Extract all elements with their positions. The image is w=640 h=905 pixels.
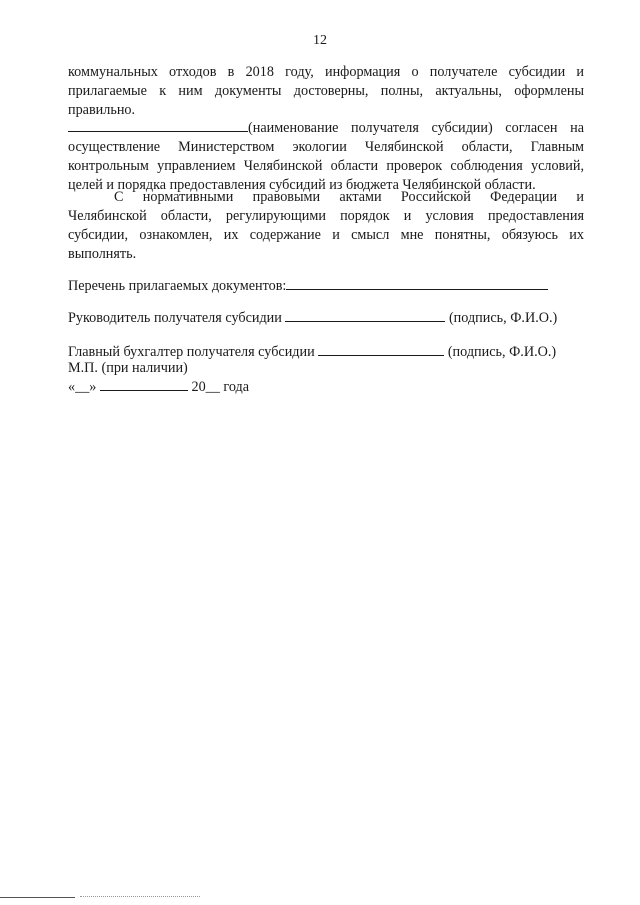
accountant-signature-label: Главный бухгалтер получателя субсидии — [68, 344, 315, 360]
recipient-name-blank[interactable] — [68, 118, 248, 132]
text-line: контрольным управлением Челябинской области проверок соблюдения условий, — [68, 158, 584, 174]
stamp-label: М.П. (при наличии) — [68, 360, 188, 376]
text-line: целей и порядка предоставления субсидий из бюджета Челябинской области. — [68, 177, 536, 193]
text-line: коммунальных отходов в 2018 году, информация о получателе субсидии и — [68, 64, 584, 80]
text-line: прилагаемые к ним документы достоверны, полны, актуальны, оформлены — [68, 83, 584, 99]
text-line: Челябинской области, регулирующими порядок и условия предоставления — [68, 208, 584, 224]
head-signature-blank[interactable] — [285, 308, 445, 322]
paragraph-acknowledgement — [68, 188, 584, 264]
page-number: 12 — [313, 33, 327, 48]
text-line: осуществление Министерством экологии Челябинской области, Главным — [68, 139, 584, 155]
documents-list-row — [68, 276, 548, 296]
date-row — [68, 377, 249, 397]
text-line: С нормативными правовыми актами Российской Федерации и — [114, 189, 584, 205]
footer-dots — [80, 896, 200, 897]
head-signature-row — [68, 308, 557, 328]
text-line: правильно. — [68, 102, 136, 118]
date-year[interactable]: 20__ — [191, 379, 220, 395]
text-line: субсидии, ознакомлен, их содержание и смысл мне понятны, обязуюсь их — [68, 227, 584, 243]
paragraph-consent — [68, 118, 584, 195]
accountant-signature-blank[interactable] — [318, 342, 444, 356]
accountant-signature-suffix: (подпись, Ф.И.О.) — [447, 344, 557, 360]
head-signature-label: Руководитель получателя субсидии — [68, 310, 282, 326]
date-year-suffix: года — [223, 379, 250, 395]
documents-list-blank[interactable] — [286, 276, 548, 290]
text-line: выполнять. — [68, 246, 137, 262]
stamp-row — [68, 359, 188, 378]
date-month-blank[interactable] — [100, 377, 188, 391]
head-signature-suffix: (подпись, Ф.И.О.) — [448, 310, 558, 326]
text-fragment: (наименование получателя субсидии) согласен на — [248, 120, 584, 136]
date-day[interactable]: «__» — [68, 379, 97, 395]
footer-rule — [0, 897, 75, 898]
paragraph-certification — [68, 63, 584, 120]
documents-list-label: Перечень прилагаемых документов: — [68, 278, 287, 294]
text-line — [68, 118, 584, 138]
